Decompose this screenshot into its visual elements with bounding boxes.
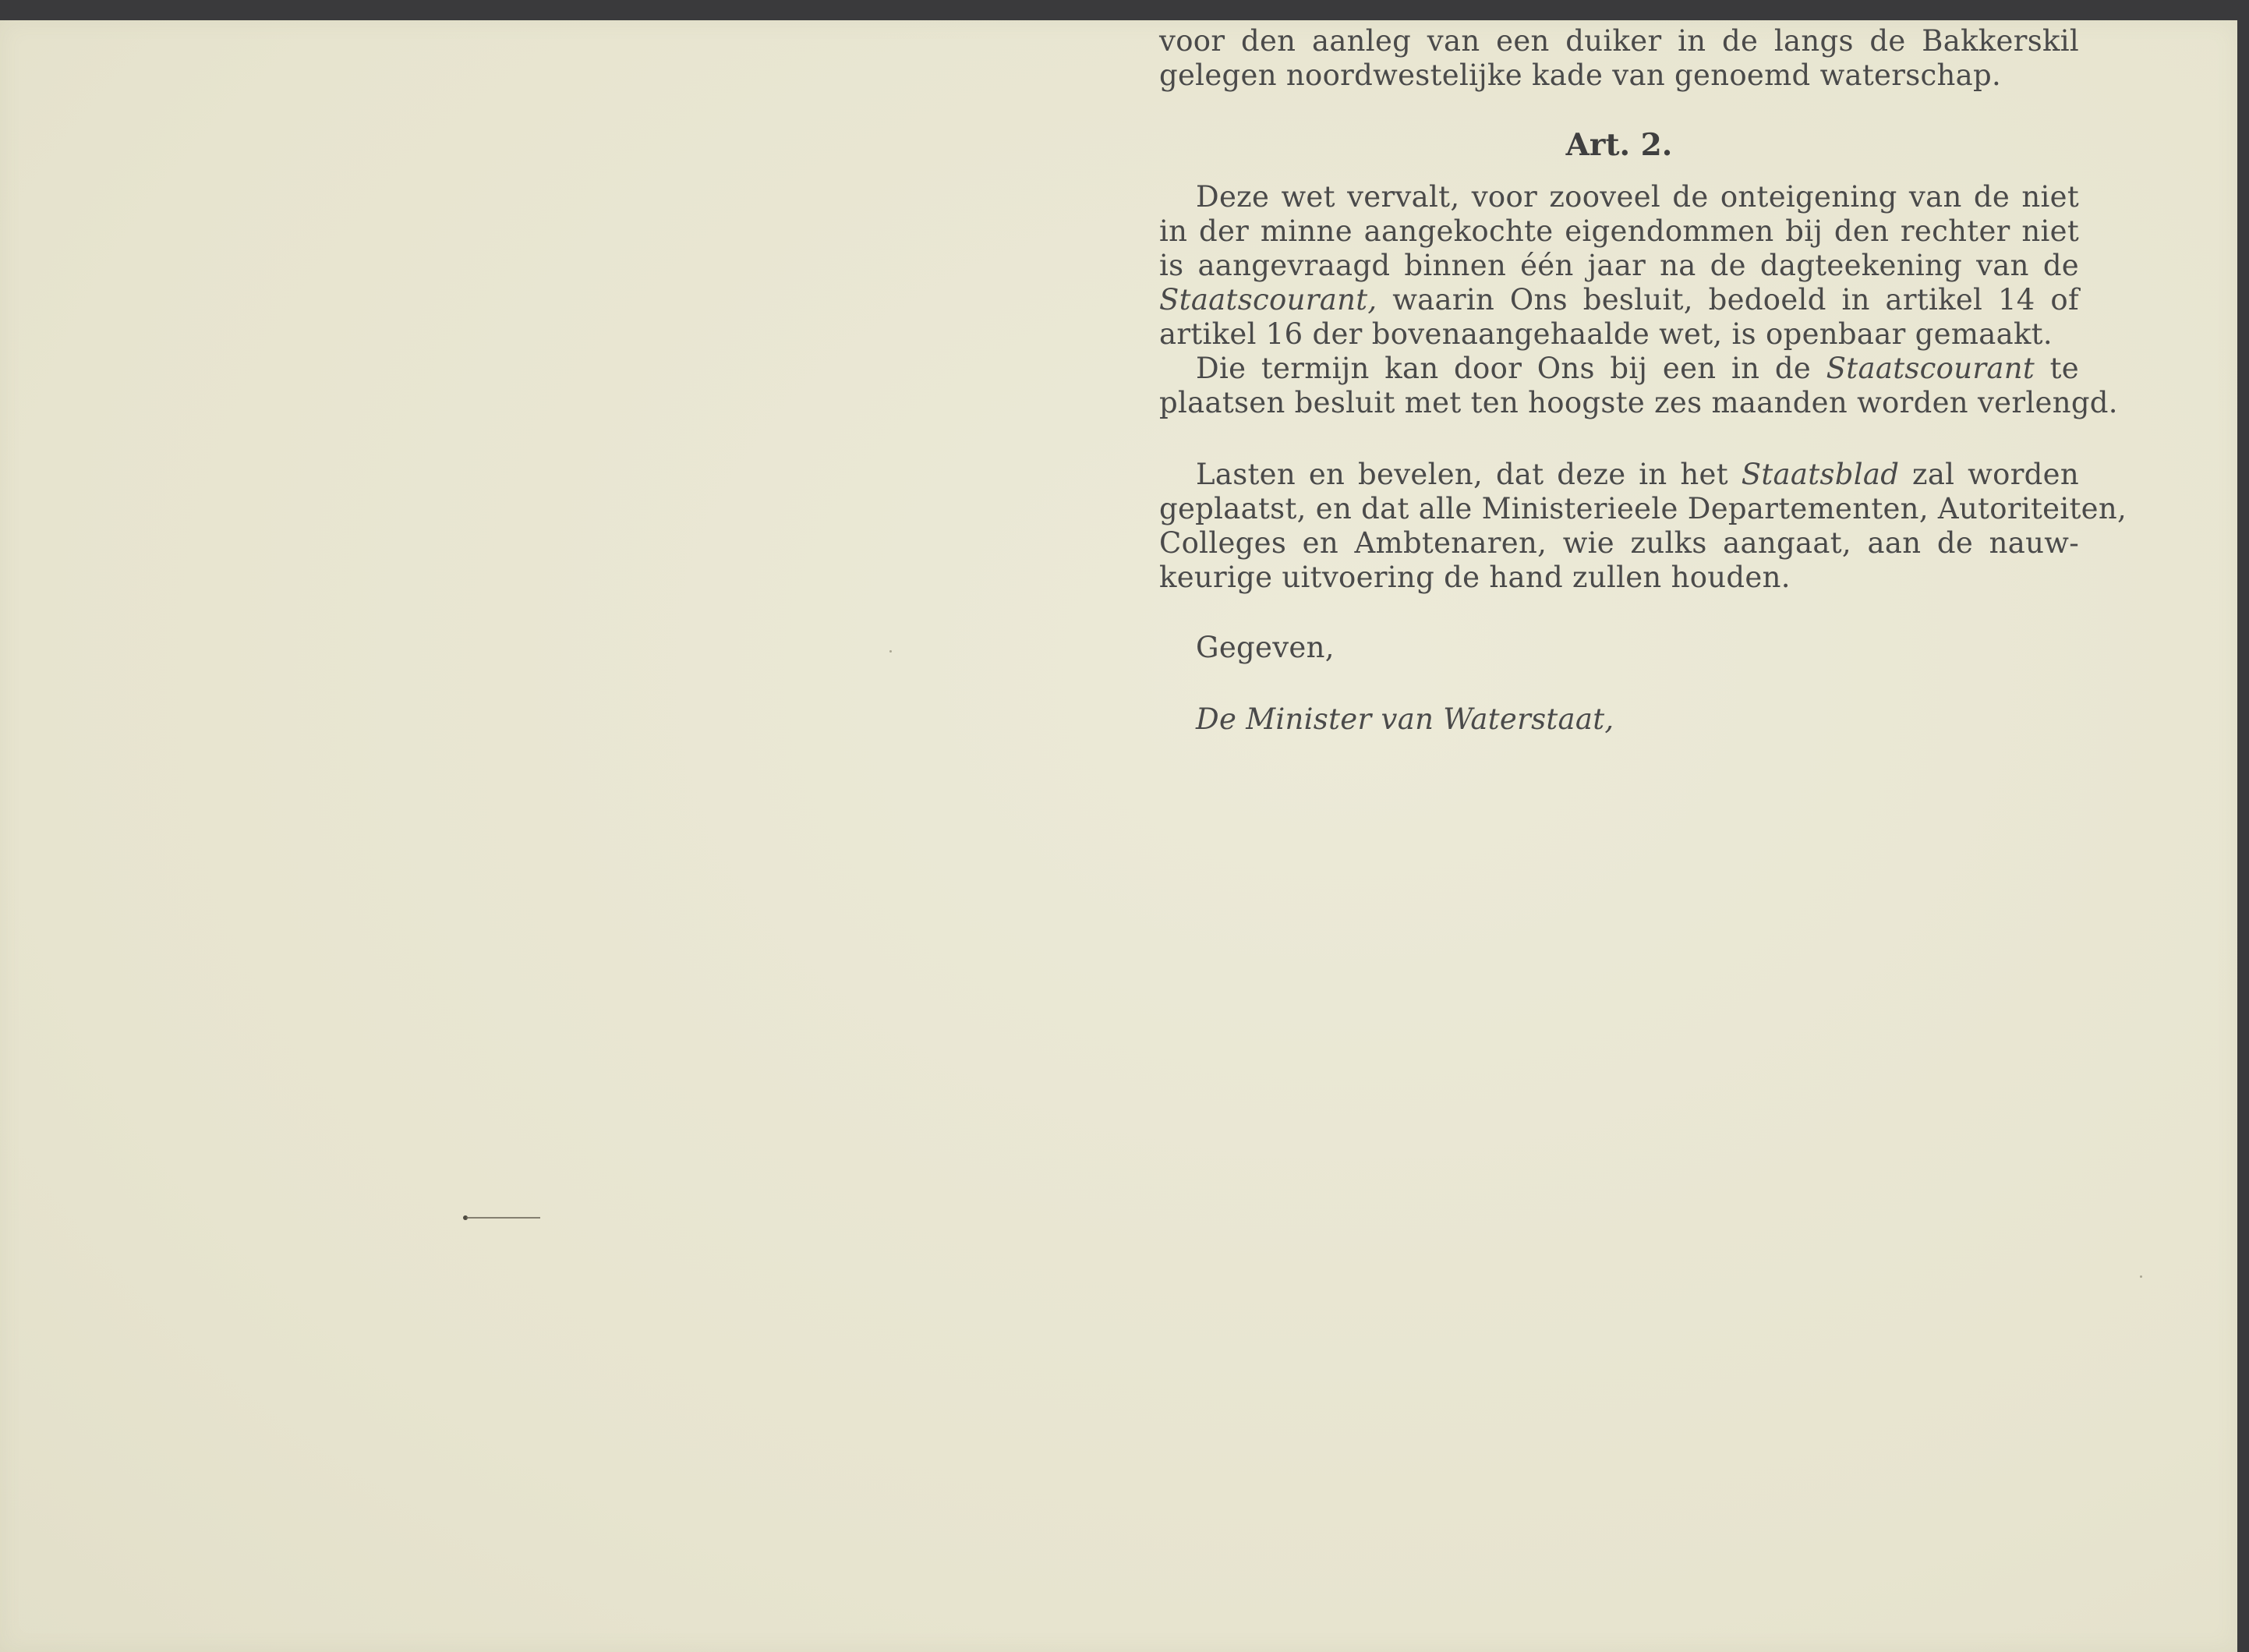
paragraph2-line1: Deze wet vervalt, voor zooveel de onteigening van de niet — [1196, 180, 2079, 214]
paper-speck — [2140, 1275, 2142, 1278]
paragraph2-line4-rest: waarin Ons besluit, bedoeld in artikel 14 of — [1377, 283, 2079, 317]
paragraph4-line1-start: Lasten en bevelen, dat deze in het — [1196, 458, 1742, 491]
paragraph2-line3: is aangevraagd binnen één jaar na de dagteekening van de — [1159, 249, 2079, 282]
staatsblad-italic: Staatsblad — [1741, 458, 1900, 491]
paragraph3-line1-end: te — [2035, 352, 2079, 385]
paragraph2-line5: artikel 16 der bovenaangehaalde wet, is openbaar gemaakt. — [1159, 317, 2053, 351]
given-line: Gegeven, — [1196, 631, 1335, 664]
paragraph2-line2: in der minne aangekochte eigendommen bij den rechter niet — [1159, 214, 2079, 248]
paragraph4-line1-end: zal worden — [1899, 458, 2079, 491]
paragraph3-line1-start: Die termijn kan door Ons bij een in de — [1196, 352, 1826, 385]
paragraph4-line3: Colleges en Ambtenaren, wie zulks aangaat, aan de nauw- — [1159, 526, 2079, 560]
paragraph1-line1: voor den aanleg van een duiker in de langs de Bakkerskil — [1159, 24, 2079, 58]
paragraph4-line4: keurige uitvoering de hand zullen houden. — [1159, 561, 1791, 594]
paragraph4-line1 — [1196, 458, 2079, 492]
paragraph3-line1 — [1196, 352, 2079, 386]
paragraph4-line2: geplaatst, en dat alle Ministerieele Departementen, Autoriteiten, — [1159, 492, 2127, 525]
staatscourant-italic: Staatscourant, — [1159, 283, 1377, 317]
paragraph1-line2: gelegen noordwestelijke kade van genoemd waterschap. — [1159, 58, 2002, 92]
article-heading: Art. 2. — [1565, 127, 1673, 163]
minister-signature-line: De Minister van Waterstaat, — [1196, 702, 1614, 736]
paper-speck — [889, 650, 892, 653]
staatscourant-italic-2: Staatscourant — [1826, 352, 2035, 385]
paragraph3-line2: plaatsen besluit met ten hoogste zes maanden worden verlengd. — [1159, 386, 2118, 419]
paragraph2-line4 — [1159, 283, 2079, 317]
document-page — [0, 20, 2237, 1652]
pencil-mark — [466, 1217, 540, 1219]
